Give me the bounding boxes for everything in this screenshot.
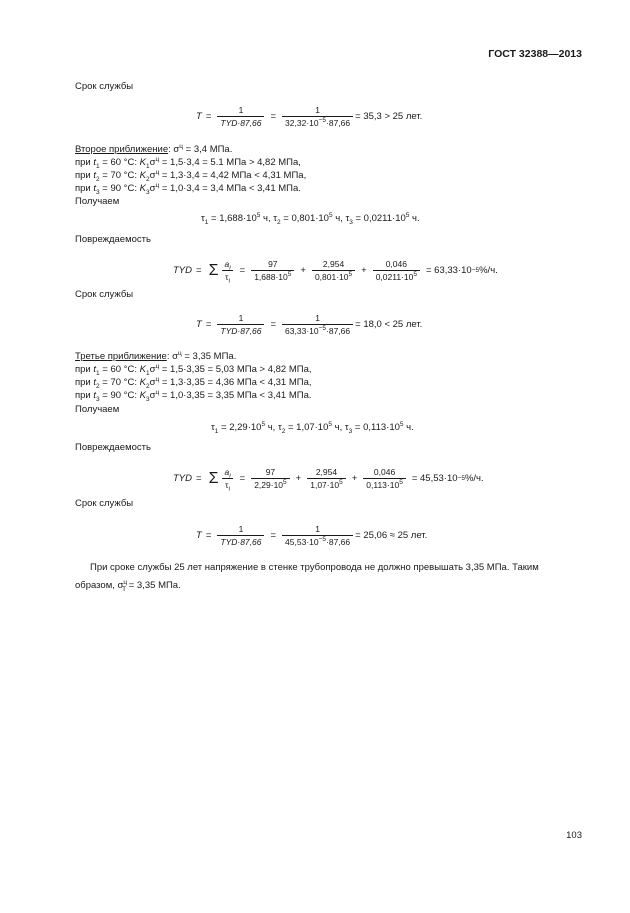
unit: %/ч.	[464, 473, 484, 484]
superscript: 5	[328, 420, 332, 428]
text: при	[75, 364, 94, 375]
approx2-obtain-label: Получаем	[75, 196, 120, 207]
fraction-denominator	[373, 270, 420, 282]
equals-sign: =	[196, 473, 202, 484]
approx3-sigma: : σ	[166, 351, 178, 362]
fraction	[373, 259, 420, 282]
fraction-denominator	[282, 535, 353, 547]
equals-sign: =	[196, 265, 202, 276]
superscript: 5	[256, 211, 261, 219]
equals-sign: =	[270, 530, 277, 541]
text: образом, σ	[75, 580, 124, 591]
subscript: 2	[281, 427, 286, 435]
text: t	[93, 157, 97, 168]
equals-sign: =	[239, 473, 246, 484]
formula-result: = 25,06 ≈ 25 лет.	[355, 530, 428, 541]
text: σ	[149, 364, 156, 375]
formula-result: = 45,53·10	[411, 473, 458, 484]
approx3-life-label: Срок службы	[75, 498, 134, 509]
formula-result: = 18,0 < 25 лет.	[355, 319, 423, 330]
text: K	[139, 377, 146, 388]
text: 63,33·10	[285, 326, 319, 336]
superscript: ц	[155, 155, 160, 163]
superscript: 5	[348, 271, 353, 279]
fraction	[312, 259, 355, 282]
superscript: ц	[155, 362, 160, 370]
fraction	[307, 467, 345, 490]
approx3-heading	[75, 351, 236, 362]
sigma-sup: ц	[177, 349, 182, 357]
fraction-numerator: 2,954	[315, 467, 338, 477]
fraction	[251, 467, 289, 490]
fraction-denominator	[282, 324, 353, 336]
fraction	[363, 467, 406, 490]
den-part: ·87,66	[326, 118, 351, 128]
subscript: i	[228, 277, 230, 285]
unit: %/ч.	[479, 265, 498, 276]
fraction-numerator: 1	[238, 105, 244, 115]
approx2-value: = 3,4 МПа.	[183, 144, 233, 155]
text: ч.	[403, 422, 414, 433]
text: K	[139, 390, 146, 401]
fraction-numerator: 97	[265, 467, 276, 477]
standard-header: ГОСТ 32388—2013	[488, 48, 582, 60]
superscript: 5	[261, 420, 266, 428]
approx2-title: Второе приближение	[75, 144, 169, 155]
fraction	[217, 105, 264, 128]
approx2-life-label: Срок службы	[75, 289, 134, 300]
life-label-1: Срок службы	[75, 81, 134, 92]
superscript: 5	[405, 211, 410, 219]
text: при	[75, 390, 94, 401]
text: = 2,29·10	[218, 422, 262, 433]
fraction-denominator	[251, 270, 294, 282]
sum-sign: Σ	[208, 261, 219, 279]
equals-sign: =	[205, 530, 212, 541]
superscript: ц	[155, 375, 160, 383]
text: = 1,5·3,4 = 5.1 МПа > 4,82 МПа,	[159, 157, 301, 168]
plus-sign: +	[361, 265, 367, 276]
text: σ	[149, 183, 156, 194]
superscript: ц	[123, 578, 128, 586]
fraction-denominator: TYD·87,66	[217, 324, 264, 336]
text: ч.	[409, 213, 420, 224]
text: при	[75, 170, 94, 181]
text: = 3,35 МПа.	[126, 580, 181, 591]
sum-sign: Σ	[208, 469, 219, 487]
formula-lhs: T	[196, 111, 202, 122]
superscript: 5	[283, 479, 287, 487]
text: t	[93, 183, 97, 194]
superscript: 5	[339, 479, 343, 487]
text: σ	[149, 377, 156, 388]
text: 1,07·10	[310, 480, 340, 490]
subscript: 3	[96, 395, 100, 403]
approx2-line-2	[75, 170, 306, 181]
subscript: 1	[96, 162, 100, 170]
fraction	[221, 259, 233, 285]
fraction-numerator: 0,046	[373, 467, 396, 477]
text: t	[93, 377, 97, 388]
text: σ	[149, 157, 156, 168]
text: ч,	[332, 422, 345, 433]
subscript: Т	[122, 585, 127, 593]
fraction-denominator	[251, 478, 289, 490]
formula-lhs: T	[196, 530, 202, 541]
formula-lhs: T	[196, 319, 202, 330]
fraction-denominator	[363, 478, 406, 490]
text: = 1,688·10	[208, 213, 257, 224]
text: a	[224, 467, 230, 477]
tau: τ	[273, 213, 277, 224]
equals-sign: =	[205, 111, 212, 122]
formula-result: = 35,3 > 25 лет.	[355, 111, 423, 122]
formula-lhs: TYD	[173, 265, 192, 276]
text: K	[139, 183, 146, 194]
fraction-numerator: 1	[238, 524, 244, 534]
fraction	[282, 313, 353, 336]
text: = 1,0·3,35 = 3,35 МПа < 3,41 МПа.	[159, 390, 312, 401]
text: = 90 °C:	[99, 390, 140, 401]
approx3-line-3	[75, 390, 312, 401]
text: t	[93, 170, 97, 181]
tau: τ	[211, 422, 215, 433]
text: = 0,0211·10	[352, 213, 406, 224]
text: ·87,66	[326, 537, 351, 547]
text: = 0,113·10	[352, 422, 400, 433]
text: = 60 °C:	[99, 157, 140, 168]
subscript: 1	[145, 162, 150, 170]
tau: τ	[277, 422, 282, 433]
text: K	[139, 170, 146, 181]
fraction-numerator: 1	[238, 313, 244, 323]
fraction-numerator: 0,046	[385, 259, 407, 269]
plus-sign: +	[351, 473, 358, 484]
text: K	[139, 364, 146, 375]
approx3-value: = 3,35 МПа.	[181, 351, 237, 362]
text: = 60 °C:	[99, 364, 140, 375]
exponent: −5	[318, 117, 327, 125]
subscript: 3	[145, 395, 150, 403]
text: при	[75, 183, 94, 194]
text: 0,113·10	[366, 480, 400, 490]
text: σ	[149, 390, 156, 401]
subscript: 1	[214, 427, 219, 435]
text: τ	[225, 480, 229, 490]
fraction-denominator	[282, 116, 353, 128]
fraction-numerator: 2,954	[322, 259, 345, 269]
subscript: 3	[96, 188, 100, 196]
subscript: 2	[96, 175, 100, 183]
text: ·87,66	[326, 326, 351, 336]
approx3-damage-label: Повреждаемость	[75, 442, 151, 453]
text: 0,801·10	[314, 272, 349, 282]
approx3-title: Третье приближение	[75, 351, 167, 362]
text: ч,	[332, 213, 346, 224]
subscript: 2	[145, 175, 150, 183]
text: = 1,07·10	[285, 422, 329, 433]
subscript: 1	[145, 369, 150, 377]
text: = 1,0·3,4 = 3,4 МПа < 3,41 МПа.	[159, 183, 301, 194]
text: τ	[225, 272, 229, 282]
text: = 1,3·3,4 = 4,42 МПа < 4,31 МПа,	[159, 170, 307, 181]
subscript: 3	[145, 188, 150, 196]
fraction-numerator	[221, 467, 233, 478]
approx3-line-2	[75, 377, 312, 388]
fraction-denominator: TYD·87,66	[217, 116, 264, 128]
fraction	[221, 467, 233, 493]
text: = 0,801·10	[280, 213, 329, 224]
subscript: i	[229, 472, 231, 480]
text: = 1,3·3,35 = 4,36 МПа < 4,31 МПа,	[159, 377, 312, 388]
plus-sign: +	[295, 473, 302, 484]
approx2-line-1	[75, 157, 301, 168]
subscript: 1	[204, 218, 209, 226]
approx2-damage-label: Повреждаемость	[75, 234, 151, 245]
fraction	[282, 524, 353, 547]
formula-lhs: TYD	[173, 473, 192, 484]
plus-sign: +	[300, 265, 306, 276]
text: при	[75, 377, 94, 388]
approx3-life-formula	[196, 524, 427, 547]
superscript: 5	[399, 479, 403, 487]
page-number: 103	[566, 830, 582, 841]
subscript: i	[229, 264, 231, 272]
subscript: 3	[349, 218, 353, 226]
approx3-damage-formula: TYD = Σ $\frac{a_i}{\tau_i}$ = $\frac{97}{2,29\cdot 10^5}$ + $\frac{2,954}{1,07\cdot 10^5}$ + $\frac{0,046}{0,113\cdot 10^5}$ = 45,53·10 −5 %/ч.	[173, 467, 484, 493]
superscript: 5	[399, 420, 404, 428]
fraction-numerator: 1	[315, 105, 320, 115]
tau: τ	[201, 213, 205, 224]
tau: τ	[345, 213, 350, 224]
text: = 90 °C:	[99, 183, 140, 194]
text: = 1,5·3,35 = 5,03 МПа > 4,82 МПа,	[159, 364, 312, 375]
fraction-denominator	[222, 270, 233, 285]
approx3-line-1	[75, 364, 312, 375]
superscript: ц	[155, 168, 160, 176]
fraction-denominator	[312, 270, 355, 282]
fraction-denominator	[307, 478, 345, 490]
superscript: 5	[287, 271, 292, 279]
fraction	[251, 259, 294, 282]
fraction-denominator	[222, 478, 233, 493]
approx2-sigma: : σ	[168, 144, 180, 155]
fraction	[217, 524, 264, 547]
fraction-numerator: 1	[315, 313, 320, 323]
text: t	[93, 390, 97, 401]
text: 0,0211·10	[375, 272, 414, 282]
life-formula-1	[196, 105, 422, 128]
text: при	[75, 157, 94, 168]
formula-result: = 63,33·10	[425, 265, 472, 276]
equals-sign: =	[239, 265, 246, 276]
fraction-numerator: 97	[268, 259, 278, 269]
approx2-tau-line	[201, 213, 420, 224]
approx2-heading	[75, 144, 232, 155]
text: = 70 °C:	[99, 377, 140, 388]
sigma-sup: ц	[179, 142, 184, 150]
fraction	[217, 313, 264, 336]
subscript: 2	[145, 382, 150, 390]
superscript: ц	[155, 388, 160, 396]
superscript: ц	[155, 181, 160, 189]
approx2-life-formula	[196, 313, 422, 336]
approx2-damage-formula: TYD = Σ $\frac{a_i}{\tau_i}$ = $\frac{97}{1,688\cdot 10^5}$ + $\frac{2,954}{0,801\cdot 10^5}$ + $\frac{0,046}{0,0211\cdot 10^5}$ = 63,33·10 −5 %/ч.	[173, 259, 498, 285]
fraction	[282, 105, 353, 128]
fraction-denominator: TYD·87,66	[217, 535, 264, 547]
superscript: −5	[318, 536, 327, 544]
fraction-numerator: 1	[315, 524, 320, 534]
superscript: 5	[328, 211, 333, 219]
subscript: i	[228, 485, 230, 493]
approx3-obtain-label: Получаем	[75, 404, 120, 415]
subscript: 2	[96, 382, 100, 390]
equals-sign: =	[270, 319, 277, 330]
text: 1,688·10	[254, 272, 288, 282]
fraction-numerator	[221, 259, 233, 270]
superscript: 5	[413, 271, 417, 279]
text: = 70 °C:	[99, 170, 140, 181]
superscript: −5	[318, 325, 327, 333]
text: t	[93, 364, 97, 375]
text: a	[224, 259, 230, 269]
text: 2,29·10	[254, 480, 284, 490]
conclusion-line-2	[75, 580, 181, 591]
approx3-tau-line	[211, 422, 414, 433]
equals-sign: =	[270, 111, 277, 122]
approx2-line-3	[75, 183, 301, 194]
subscript: 1	[96, 369, 100, 377]
subscript: 3	[348, 427, 353, 435]
text: K	[139, 157, 146, 168]
den-part: 32,32·10	[285, 118, 319, 128]
conclusion-line-1: При сроке службы 25 лет напряжение в стенке трубопровода не должно превышать 3,35 МПа. Таким	[90, 562, 539, 573]
text: 45,53·10	[285, 537, 319, 547]
text: ч,	[265, 422, 278, 433]
text: ч,	[260, 213, 274, 224]
tau: τ	[344, 422, 349, 433]
subscript: 2	[277, 218, 281, 226]
equals-sign: =	[205, 319, 212, 330]
text: σ	[149, 170, 156, 181]
